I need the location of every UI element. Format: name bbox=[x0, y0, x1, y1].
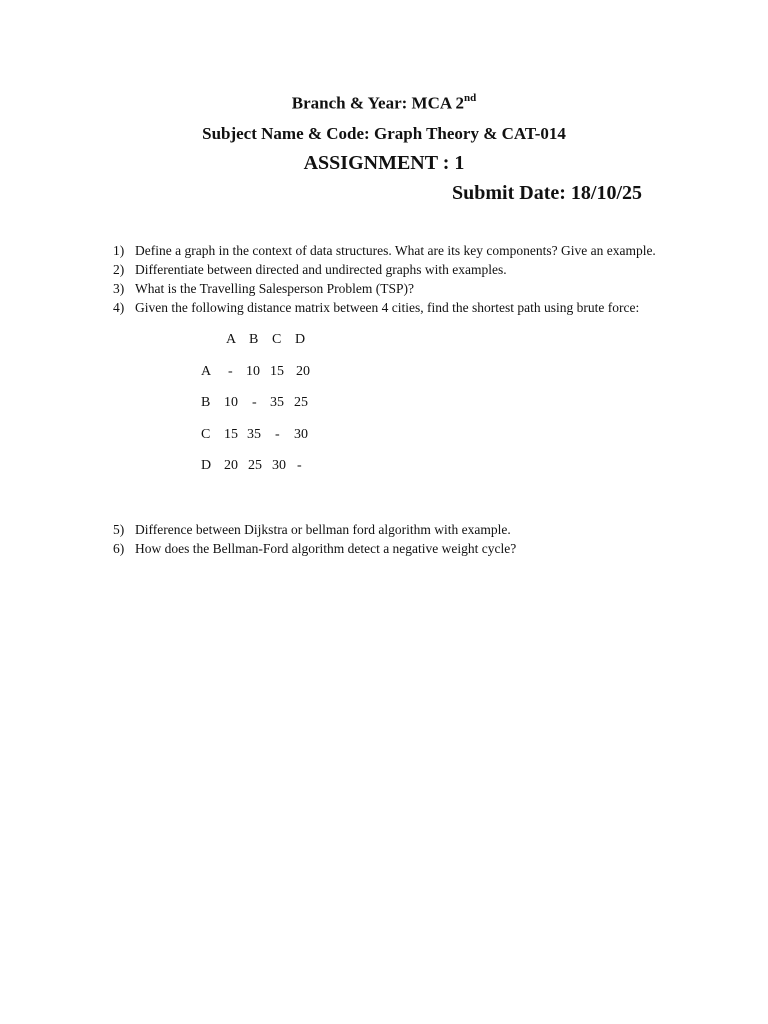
branch-year-text: Branch & Year: MCA 2 bbox=[291, 93, 464, 113]
question-text: Define a graph in the context of data structures. What are its key components? Give an example. bbox=[135, 243, 656, 258]
matrix-row-label: C bbox=[201, 426, 211, 442]
matrix-cell: 10 bbox=[224, 395, 238, 410]
matrix-cell: 35 bbox=[247, 426, 261, 442]
matrix-cell: 10 bbox=[246, 363, 260, 379]
matrix-cell: 15 bbox=[224, 426, 238, 442]
question-text: What is the Travelling Salesperson Problem (TSP)? bbox=[135, 281, 414, 296]
question-item bbox=[113, 520, 516, 539]
question-number: 3) bbox=[113, 281, 125, 296]
matrix-cell: 25 bbox=[248, 458, 262, 473]
question-number: 6) bbox=[113, 541, 125, 556]
matrix-cell: 30 bbox=[272, 458, 286, 473]
submit-date: Submit Date: 18/10/25 bbox=[452, 182, 642, 204]
question-text: How does the Bellman-Ford algorithm detect a negative weight cycle? bbox=[135, 541, 517, 556]
matrix-cell: 30 bbox=[294, 426, 308, 442]
matrix-cell: 25 bbox=[294, 395, 308, 410]
question-list-top bbox=[113, 241, 656, 317]
question-number: 4) bbox=[113, 300, 125, 315]
branch-year-heading bbox=[0, 93, 768, 114]
matrix-cell: - bbox=[252, 395, 257, 410]
matrix-column-header: A bbox=[226, 332, 237, 347]
question-number: 2) bbox=[113, 262, 125, 277]
matrix-cell: - bbox=[297, 458, 302, 473]
question-list-bottom bbox=[113, 520, 516, 558]
matrix-cell: - bbox=[228, 363, 233, 379]
matrix-row-label: D bbox=[201, 458, 212, 473]
question-number: 1) bbox=[113, 243, 125, 258]
assignment-title: ASSIGNMENT : 1 bbox=[303, 152, 465, 174]
matrix-cell: 20 bbox=[296, 363, 310, 379]
subject-heading: Subject Name & Code: Graph Theory & CAT-014 bbox=[202, 124, 566, 143]
question-item bbox=[113, 539, 516, 558]
matrix-column-header: D bbox=[295, 332, 306, 347]
question-item bbox=[113, 260, 656, 279]
question-number: 5) bbox=[113, 522, 125, 537]
matrix-cell: 15 bbox=[270, 363, 284, 379]
question-item bbox=[113, 241, 656, 260]
matrix-cell: 35 bbox=[270, 395, 284, 410]
matrix-cell: 20 bbox=[224, 458, 238, 473]
question-text: Differentiate between directed and undirected graphs with examples. bbox=[135, 262, 507, 277]
matrix-row-label: A bbox=[201, 363, 212, 379]
question-text: Given the following distance matrix between 4 cities, find the shortest path using brute force: bbox=[135, 300, 640, 315]
matrix-column-header: C bbox=[272, 332, 282, 347]
question-item bbox=[113, 298, 656, 317]
question-item bbox=[113, 279, 656, 298]
question-text: Difference between Dijkstra or bellman ford algorithm with example. bbox=[135, 522, 511, 537]
matrix-row-label: B bbox=[201, 395, 211, 410]
ordinal-superscript: nd bbox=[463, 92, 477, 104]
matrix-cell: - bbox=[275, 426, 280, 442]
matrix-column-header: B bbox=[249, 332, 259, 347]
